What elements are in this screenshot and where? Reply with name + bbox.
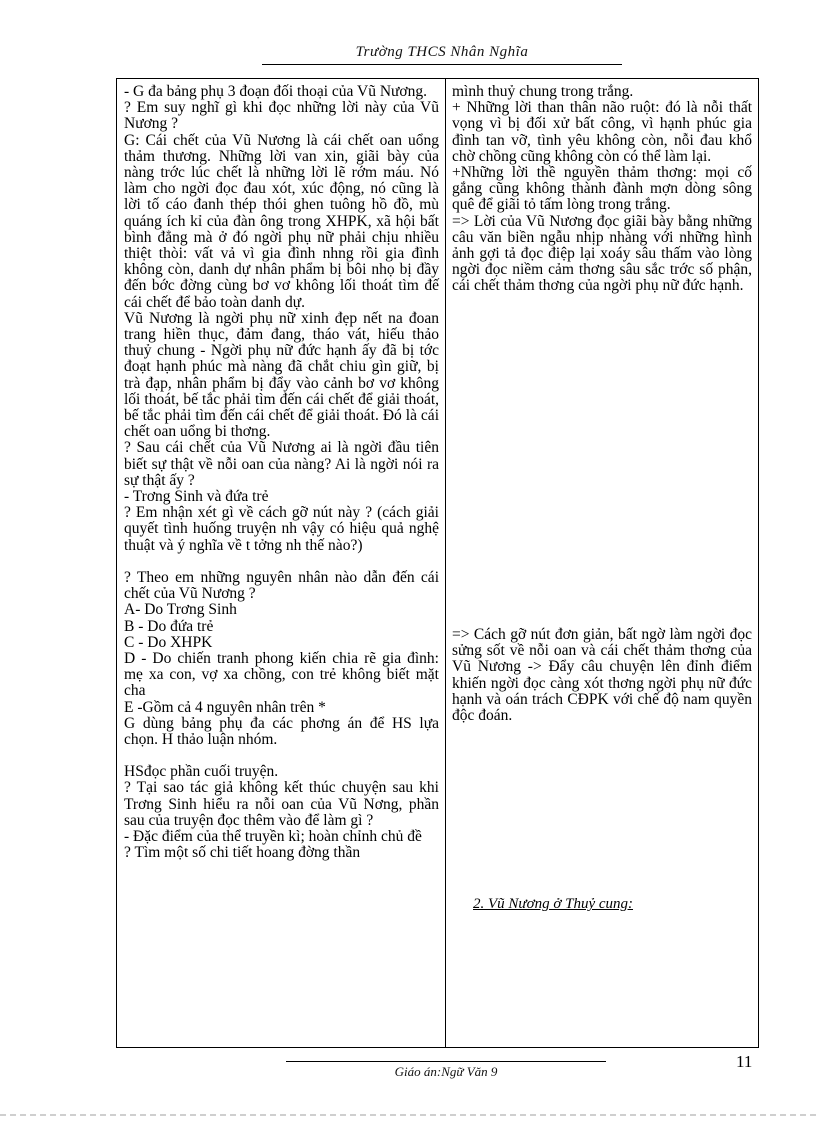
- left-line: ? Tìm một số chi tiết hoang đờng thần: [124, 844, 361, 862]
- left-line: - Trơng Sinh và đứa trẻ: [124, 488, 269, 506]
- left-line: ? Tại sao tác giả không kết thúc chuyện sau khi Trơng Sinh hiểu ra nỗi oan của Vũ Nơng, phần sau của truyện đọc thêm vào để làm gì ?: [124, 779, 439, 829]
- left-line: A- Do Trơng Sinh: [124, 601, 237, 619]
- spacer: [124, 554, 439, 570]
- lesson-table: [116, 78, 759, 1048]
- page-footer-title: Giáo án:Ngữ Văn 9: [394, 1064, 498, 1079]
- header-rule: [262, 64, 622, 65]
- left-line: ? Em nhận xét gì về cách gỡ nút này ? (cách giải quyết tình huống truyện nh vậy có hiệu quả nghệ thuật và ý nghĩa về t tởng nh thế nào?): [124, 504, 439, 554]
- left-line: G: Cái chết của Vũ Nương là cái chết oan uổng thảm thương. Những lời van xin, giãi bày của nàng trớc lúc chết là những lời lẽ rớm máu. Nó làm cho ngời đọc đau xót, xúc động, nó cũng là lời tố cáo đanh thép thói ghen tuông hồ đồ, mù quáng ích kỉ của đàn ông trong XHPK, xã hội bất bình đẳng mà ở đó ngời phụ nữ phải chịu nhiều thiệt thòi: vất vả vì gia đình nhng rồi gia đình không còn, danh dự nhân phẩm bị bôi nhọ bị đầy đến bớc đờng cùng bơ vơ không lối thoát tìm đế cái chết để bảo toàn danh dự.: [124, 131, 439, 311]
- left-line: E -Gồm cả 4 nguyên nhân trên *: [124, 698, 326, 716]
- left-line: ? Theo em những nguyên nhân nào dẫn đến cái chết của Vũ Nương ?: [124, 568, 439, 603]
- right-line: +Những lời thề nguyền thảm thơng: mọi cố gắng cũng không thành đành mợn dòng sông quê để giãi tỏ tấm lòng trong trắng.: [452, 164, 752, 214]
- left-line: B - Do đứa trẻ: [124, 617, 214, 635]
- right-column: [446, 79, 758, 1047]
- right-line: mình thuỷ chung trong trắng.: [452, 83, 634, 100]
- left-line: - G đa bảng phụ 3 đoạn đối thoại của Vũ Nương.: [124, 83, 428, 100]
- left-line: - Đặc điểm của thể truyền kì; hoàn chỉnh chủ đề: [124, 827, 422, 845]
- right-line: => Lời của Vũ Nương đọc giãi bày bằng những câu văn biền ngẫu nhịp nhàng với những hình ảnh gợi tả đọc điệp lại xoáy sâu thấm vào lòng ngời đọc niềm cảm thơng sâu sắc trớc số phận, cái chết thảm thơng của ngời phụ nữ đức hạnh.: [452, 212, 752, 295]
- right-mid-block: [452, 627, 752, 724]
- left-line: HSđọc phần cuối truyện.: [124, 763, 279, 781]
- left-line: C - Do XHPK: [124, 633, 213, 651]
- page-number: 11: [736, 1052, 753, 1071]
- spacer: [124, 748, 439, 764]
- left-line: D - Do chiến tranh phong kiến chia rẽ gia đình: mẹ xa con, vợ xa chồng, con trẻ không biết mặt cha: [124, 649, 439, 700]
- right-line: + Những lời than thân não ruột: đó là nỗi thất vọng vì bị đối xử bất công, vì hạnh phúc gia đình tan vỡ, tình yêu không còn, nỗi đau khổ chờ chồng cũng không còn có thể làm lại.: [452, 99, 752, 165]
- right-top-block: [452, 84, 752, 295]
- right-line: => Cách gỡ nút đơn giản, bất ngờ làm ngời đọc sửng sốt về nỗi oan và cái chết thảm thơng của Vũ Nương -> Đẩy câu chuyện lên đỉnh điểm khiến ngời đọc càng xót thơng ngời phụ nữ đức hạnh và oán trách CĐPK với chế độ nam quyền độc đoán.: [452, 626, 752, 725]
- left-line: G dùng bảng phụ đa các phơng án để HS lựa chọn. H thảo luận nhóm.: [124, 714, 439, 748]
- left-column: [117, 79, 446, 1047]
- page-header-title: Trường THCS Nhân Nghĩa: [355, 44, 529, 60]
- section-subheading: 2. Vũ Nương ở Thuỷ cung:: [473, 896, 634, 912]
- left-line: ? Em suy nghĩ gì khi đọc những lời này của Vũ Nương ?: [124, 99, 439, 133]
- left-line: Vũ Nương là ngời phụ nữ xinh đẹp nết na đoan trang hiền thục, đảm đang, tháo vát, hiếu thảo thuỷ chung - Ngời phụ nữ đức hạnh ấy đã bị tớc đoạt hạnh phúc mà nàng đã chắt chiu gìn giữ, bị trà đạp, nhân phẩm bị đẩy vào cảnh bơ vơ không lối thoát, bế tắc phải tìm đến cái chết để giải thoát, bế tắc phải tìm đến cái chết để giải thoát. Đó là cái chết oan uổng bi thơng.: [124, 309, 439, 441]
- footer-rule: [286, 1061, 606, 1062]
- bottom-dashed-line: [0, 1114, 816, 1116]
- left-line: ? Sau cái chết của Vũ Nương ai là ngời đầu tiên biết sự thật về nỗi oan của nàng? Ai là ngời nói ra sự thật ấy ?: [124, 439, 439, 489]
